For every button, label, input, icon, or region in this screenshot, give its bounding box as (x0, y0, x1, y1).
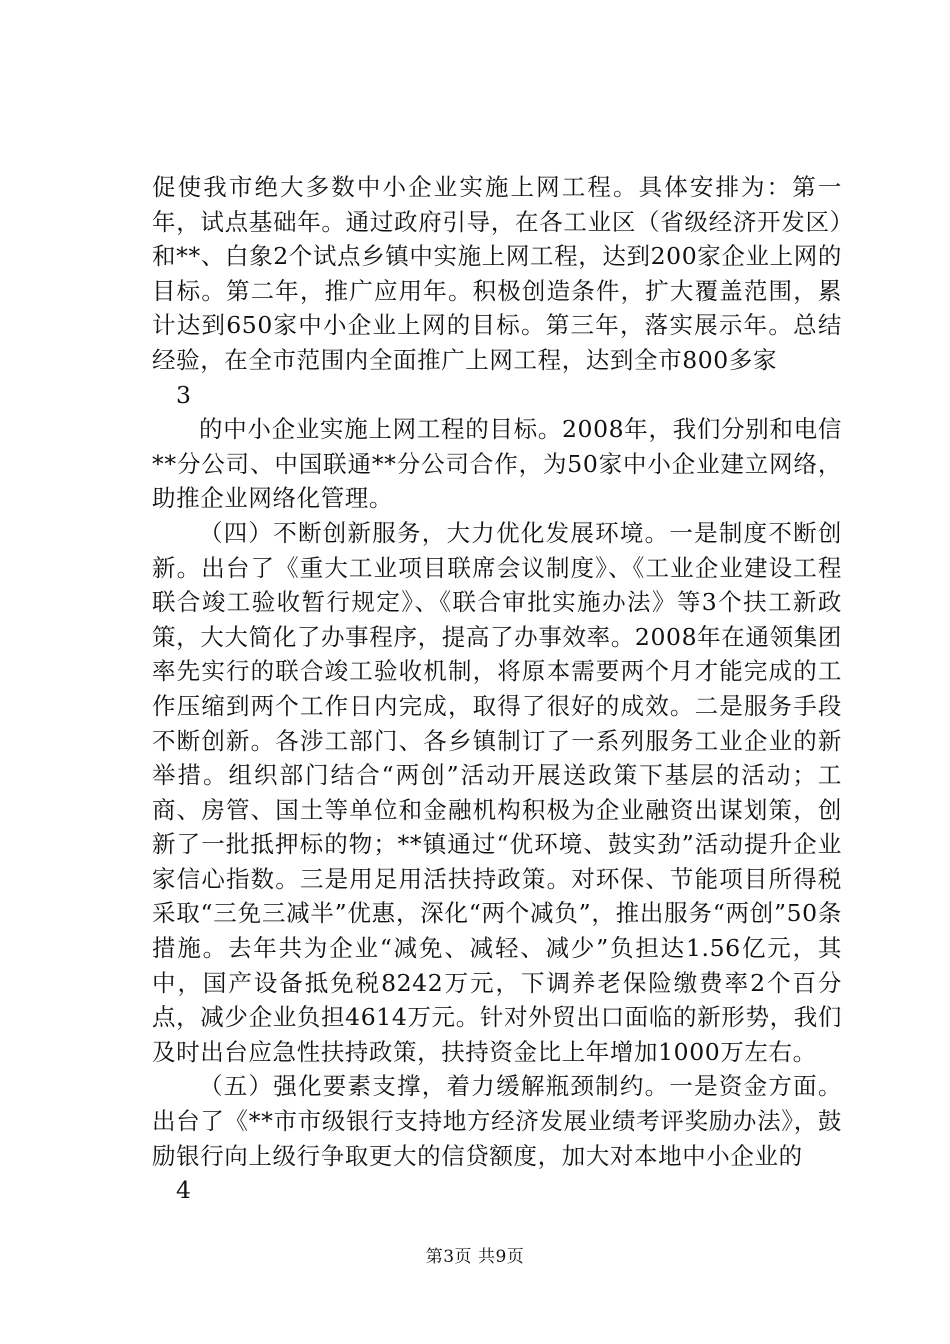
paragraph-1: 促使我市绝大多数中小企业实施上网工程。具体安排为：第一年，试点基础年。通过政府引导，在各工业区（省级经济开发区）和**、白象2个试点乡镇中实施上网工程，达到200家企业上网的目标。第二年，推广应用年。积极创造条件，扩大覆盖范围，累计达到650家中小企业上网的目标。第三年，落实展示年。总结经验，在全市范围内全面推广上网工程，达到全市800多家 (152, 173, 842, 374)
page-footer: 第3页 共9页 (425, 1247, 525, 1267)
paragraph-2: 的中小企业实施上网工程的目标。2008年，我们分别和电信**分公司、中国联通**分公司合作，为50家中小企业建立网络，助推企业网络化管理。 (152, 415, 842, 513)
inline-page-number-4: 4 (176, 1176, 192, 1205)
paragraph-section-4: （四）不断创新服务，大力优化发展环境。一是制度不断创新。出台了《重大工业项目联席会议制度》、《工业企业建设工程联合竣工验收暂行规定》、《联合审批实施办法》等3个扶工新政策，大大简化了办事程序，提高了办事效率。2008年在通领集团率先实行的联合竣工验收机制，将原本需要两个月才能完成的工作压缩到两个工作日内完成，取得了很好的成效。二是服务手段不断创新。各涉工部门、各乡镇制订了一系列服务工业企业的新举措。组织部门结合“两创”活动开展送政策下基层的活动；工商、房管、国土等单位和金融机构积极为企业融资出谋划策，创新了一批抵押标的物；**镇通过“优环境、鼓实劲”活动提升企业家信心指数。三是用足用活扶持政策。对环保、节能项目所得税采取“三免三减半”优惠，深化“两个减负”，推出服务“两创”50条措施。去年共为企业“减免、减轻、减少”负担达1.56亿元，其中，国产设备抵免税8242万元，下调养老保险缴费率2个百分点，减少企业负担4614万元。针对外贸出口面临的新形势，我们及时出台应急性扶持政策，扶持资金比上年增加1000万左右。 (152, 518, 842, 1066)
document-body (152, 170, 842, 1208)
paragraph-section-5: （五）强化要素支撑，着力缓解瓶颈制约。一是资金方面。出台了《**市市级银行支持地方经济发展业绩考评奖励办法》，鼓励银行向上级行争取更大的信贷额度，加大对本地中小企业的 (152, 1072, 842, 1170)
inline-page-number-3: 3 (176, 380, 192, 409)
